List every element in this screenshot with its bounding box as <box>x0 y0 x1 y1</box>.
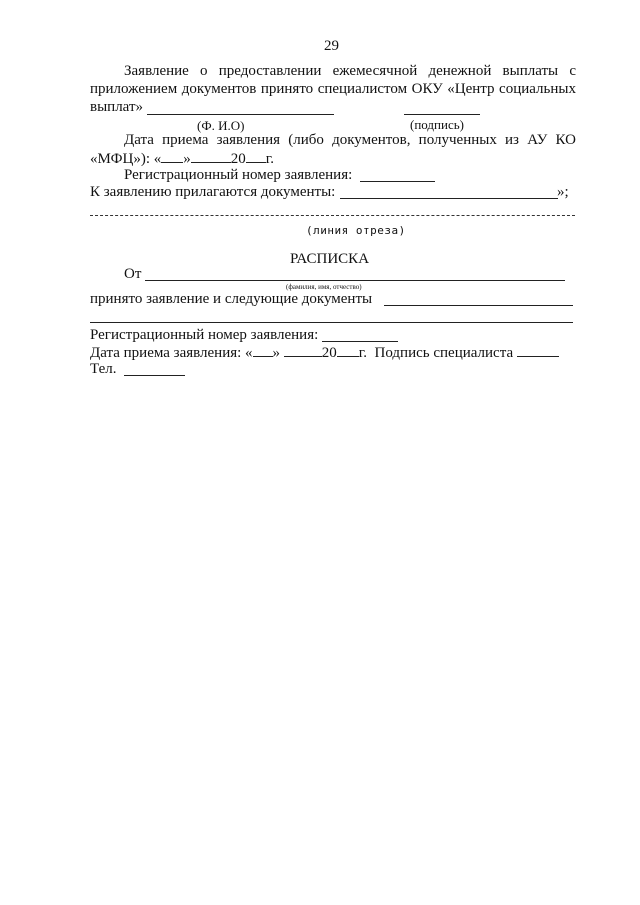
cut-line <box>90 215 575 216</box>
receipt-from-caption: (фамилия, имя, отчество) <box>286 283 362 291</box>
date-line-2 <box>90 150 274 168</box>
receipt-reg-number-label: Регистрационный номер заявления: <box>90 327 319 343</box>
receipt-reg-number-blank <box>322 341 398 342</box>
statement-line-2: приложением документов принято специалистом ОКУ «Центр социальных <box>90 81 576 97</box>
year-blank <box>246 150 266 163</box>
receipt-date-line <box>90 344 559 362</box>
fio-blank <box>147 114 334 115</box>
receipt-from-label: От <box>124 266 142 282</box>
receipt-date-prefix: Дата приема заявления: « <box>90 345 253 361</box>
cut-line-label: (линия отреза) <box>306 224 406 237</box>
date-quote: » <box>183 151 191 167</box>
receipt-year-blank <box>337 344 359 357</box>
receipt-date-quote: » <box>272 345 281 361</box>
receipt-day-blank <box>253 344 273 357</box>
receipt-title: РАСПИСКА <box>290 251 370 267</box>
receipt-signature-blank <box>517 344 559 357</box>
attached-docs-label: К заявлению прилагаются документы: <box>90 184 336 200</box>
attached-docs-end: »; <box>557 184 569 200</box>
fio-caption: (Ф. И.О) <box>197 118 245 133</box>
reg-number-label: Регистрационный номер заявления: <box>124 167 353 183</box>
receipt-year-suffix: г. <box>358 345 368 361</box>
page-number: 29 <box>324 38 339 54</box>
signature-blank <box>404 114 480 115</box>
day-blank <box>161 150 183 163</box>
receipt-phone-blank <box>124 375 185 376</box>
receipt-from-blank <box>145 280 565 281</box>
receipt-docs-blank <box>90 322 573 323</box>
statement-line-1: Заявление о предоставлении ежемесячной денежной выплаты с <box>124 63 576 79</box>
reg-number-blank <box>360 181 435 182</box>
receipt-phone-label: Тел. <box>90 361 117 377</box>
receipt-accepted-blank <box>384 305 573 306</box>
receipt-accepted-label: принято заявление и следующие документы <box>90 291 373 307</box>
year-prefix: 20 <box>230 151 246 167</box>
statement-line-3: выплат» <box>90 99 143 115</box>
receipt-year-prefix: 20 <box>321 345 337 361</box>
attached-docs-blank <box>340 198 558 199</box>
date-line-1: Дата приема заявления (либо документов, полученных из АУ КО <box>124 132 576 148</box>
receipt-signature-label: Подпись специалиста <box>374 345 514 361</box>
year-suffix: г. <box>265 151 274 167</box>
receipt-month-blank <box>284 344 322 357</box>
date-prefix: «МФЦ»): « <box>90 151 162 167</box>
signature-caption: (подпись) <box>410 117 464 132</box>
month-blank <box>191 150 231 163</box>
